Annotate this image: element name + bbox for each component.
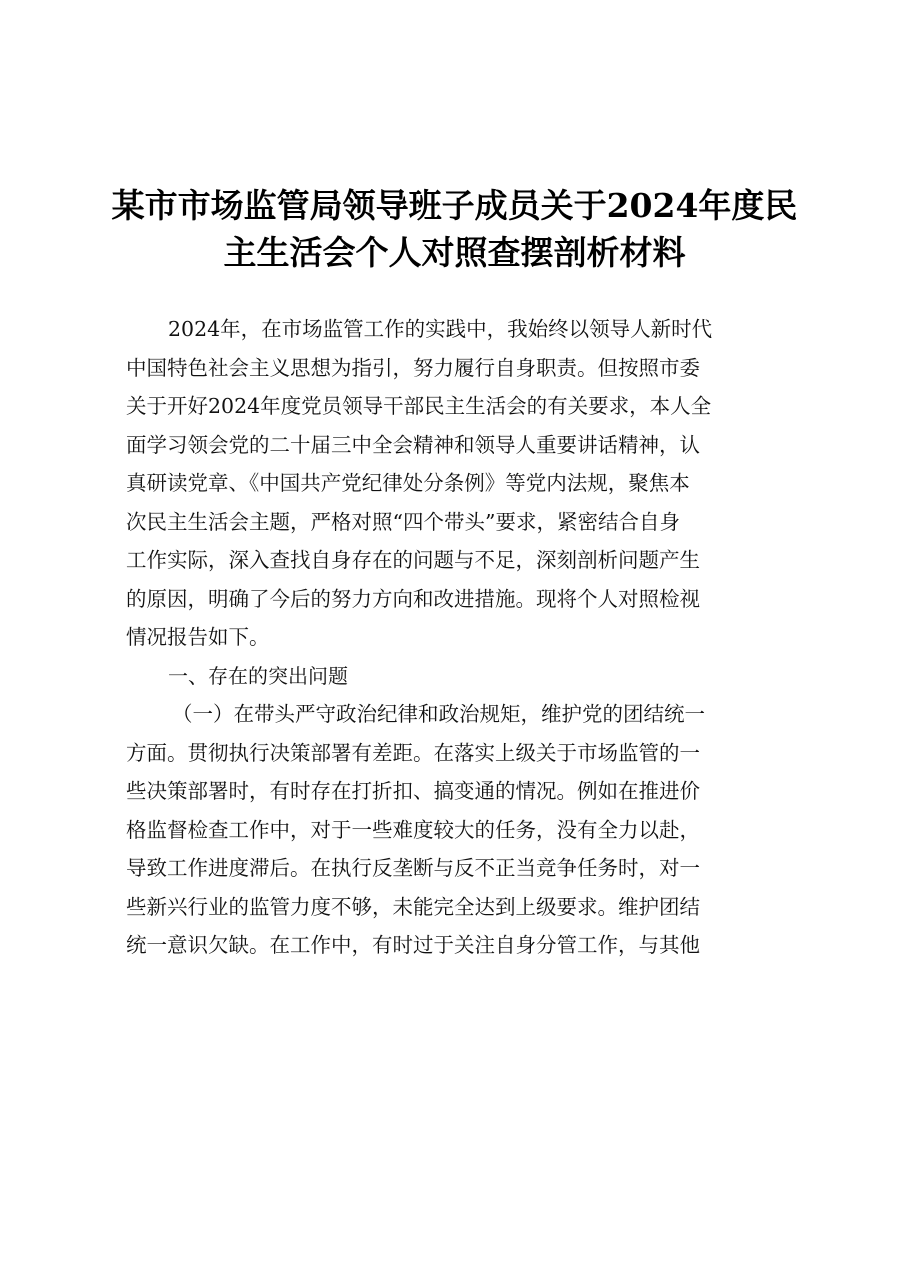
title-line: 主生活会个人对照查摆剖析材料 xyxy=(223,233,686,272)
intro-line: 中国特色社会主义思想为指引，努力履行自身职责。但按照市委 xyxy=(126,355,700,380)
section-line: 导致工作进度滞后。在执行反垄断与反不正当竞争任务时，对一 xyxy=(126,856,700,880)
intro-line: 情况报告如下。 xyxy=(126,625,270,649)
intro-line: 关于开好2024年度党员领导干部民主生活会的有关要求，本人全 xyxy=(126,394,712,418)
section-line: 统一意识欠缺。在工作中，有时过于关注自身分管工作，与其他 xyxy=(126,933,700,957)
document-body xyxy=(126,310,798,965)
intro-line: 的原因，明确了今后的努力方向和改进措施。现将个人对照检视 xyxy=(126,586,700,611)
intro-line: 面学习领会党的二十届三中全会精神和领导人重要讲话精神，认 xyxy=(126,432,700,457)
section-line: 些新兴行业的监管力度不够，未能完全达到上级要求。维护团结 xyxy=(126,894,700,919)
section-line: 方面。贯彻执行决策部署有差距。在落实上级关于市场监管的一 xyxy=(126,740,700,765)
title-line: 某市市场监管局领导班子成员关于2024年度民 xyxy=(111,186,798,225)
section-line: （一）在带头严守政治纪律和政治规矩，维护党的团结统一 xyxy=(172,702,705,726)
section-line: 些决策部署时，有时存在打折扣、搞变通的情况。例如在推进价 xyxy=(126,779,700,803)
document-title xyxy=(100,182,809,276)
intro-line: 次民主生活会主题，严格对照“四个带头”要求，紧密结合自身 xyxy=(126,509,680,534)
intro-line: 真研读党章、《中国共产党纪律处分条例》等党内法规，聚焦本 xyxy=(126,471,690,495)
intro-line: 2024年，在市场监管工作的实践中，我始终以领导人新时代 xyxy=(168,317,713,341)
section-line: 格监督检查工作中，对于一些难度较大的任务，没有全力以赴， xyxy=(126,817,700,842)
section-heading: 一、存在的突出问题 xyxy=(168,663,348,688)
intro-line: 工作实际，深入查找自身存在的问题与不足，深刻剖析问题产生 xyxy=(126,548,700,572)
